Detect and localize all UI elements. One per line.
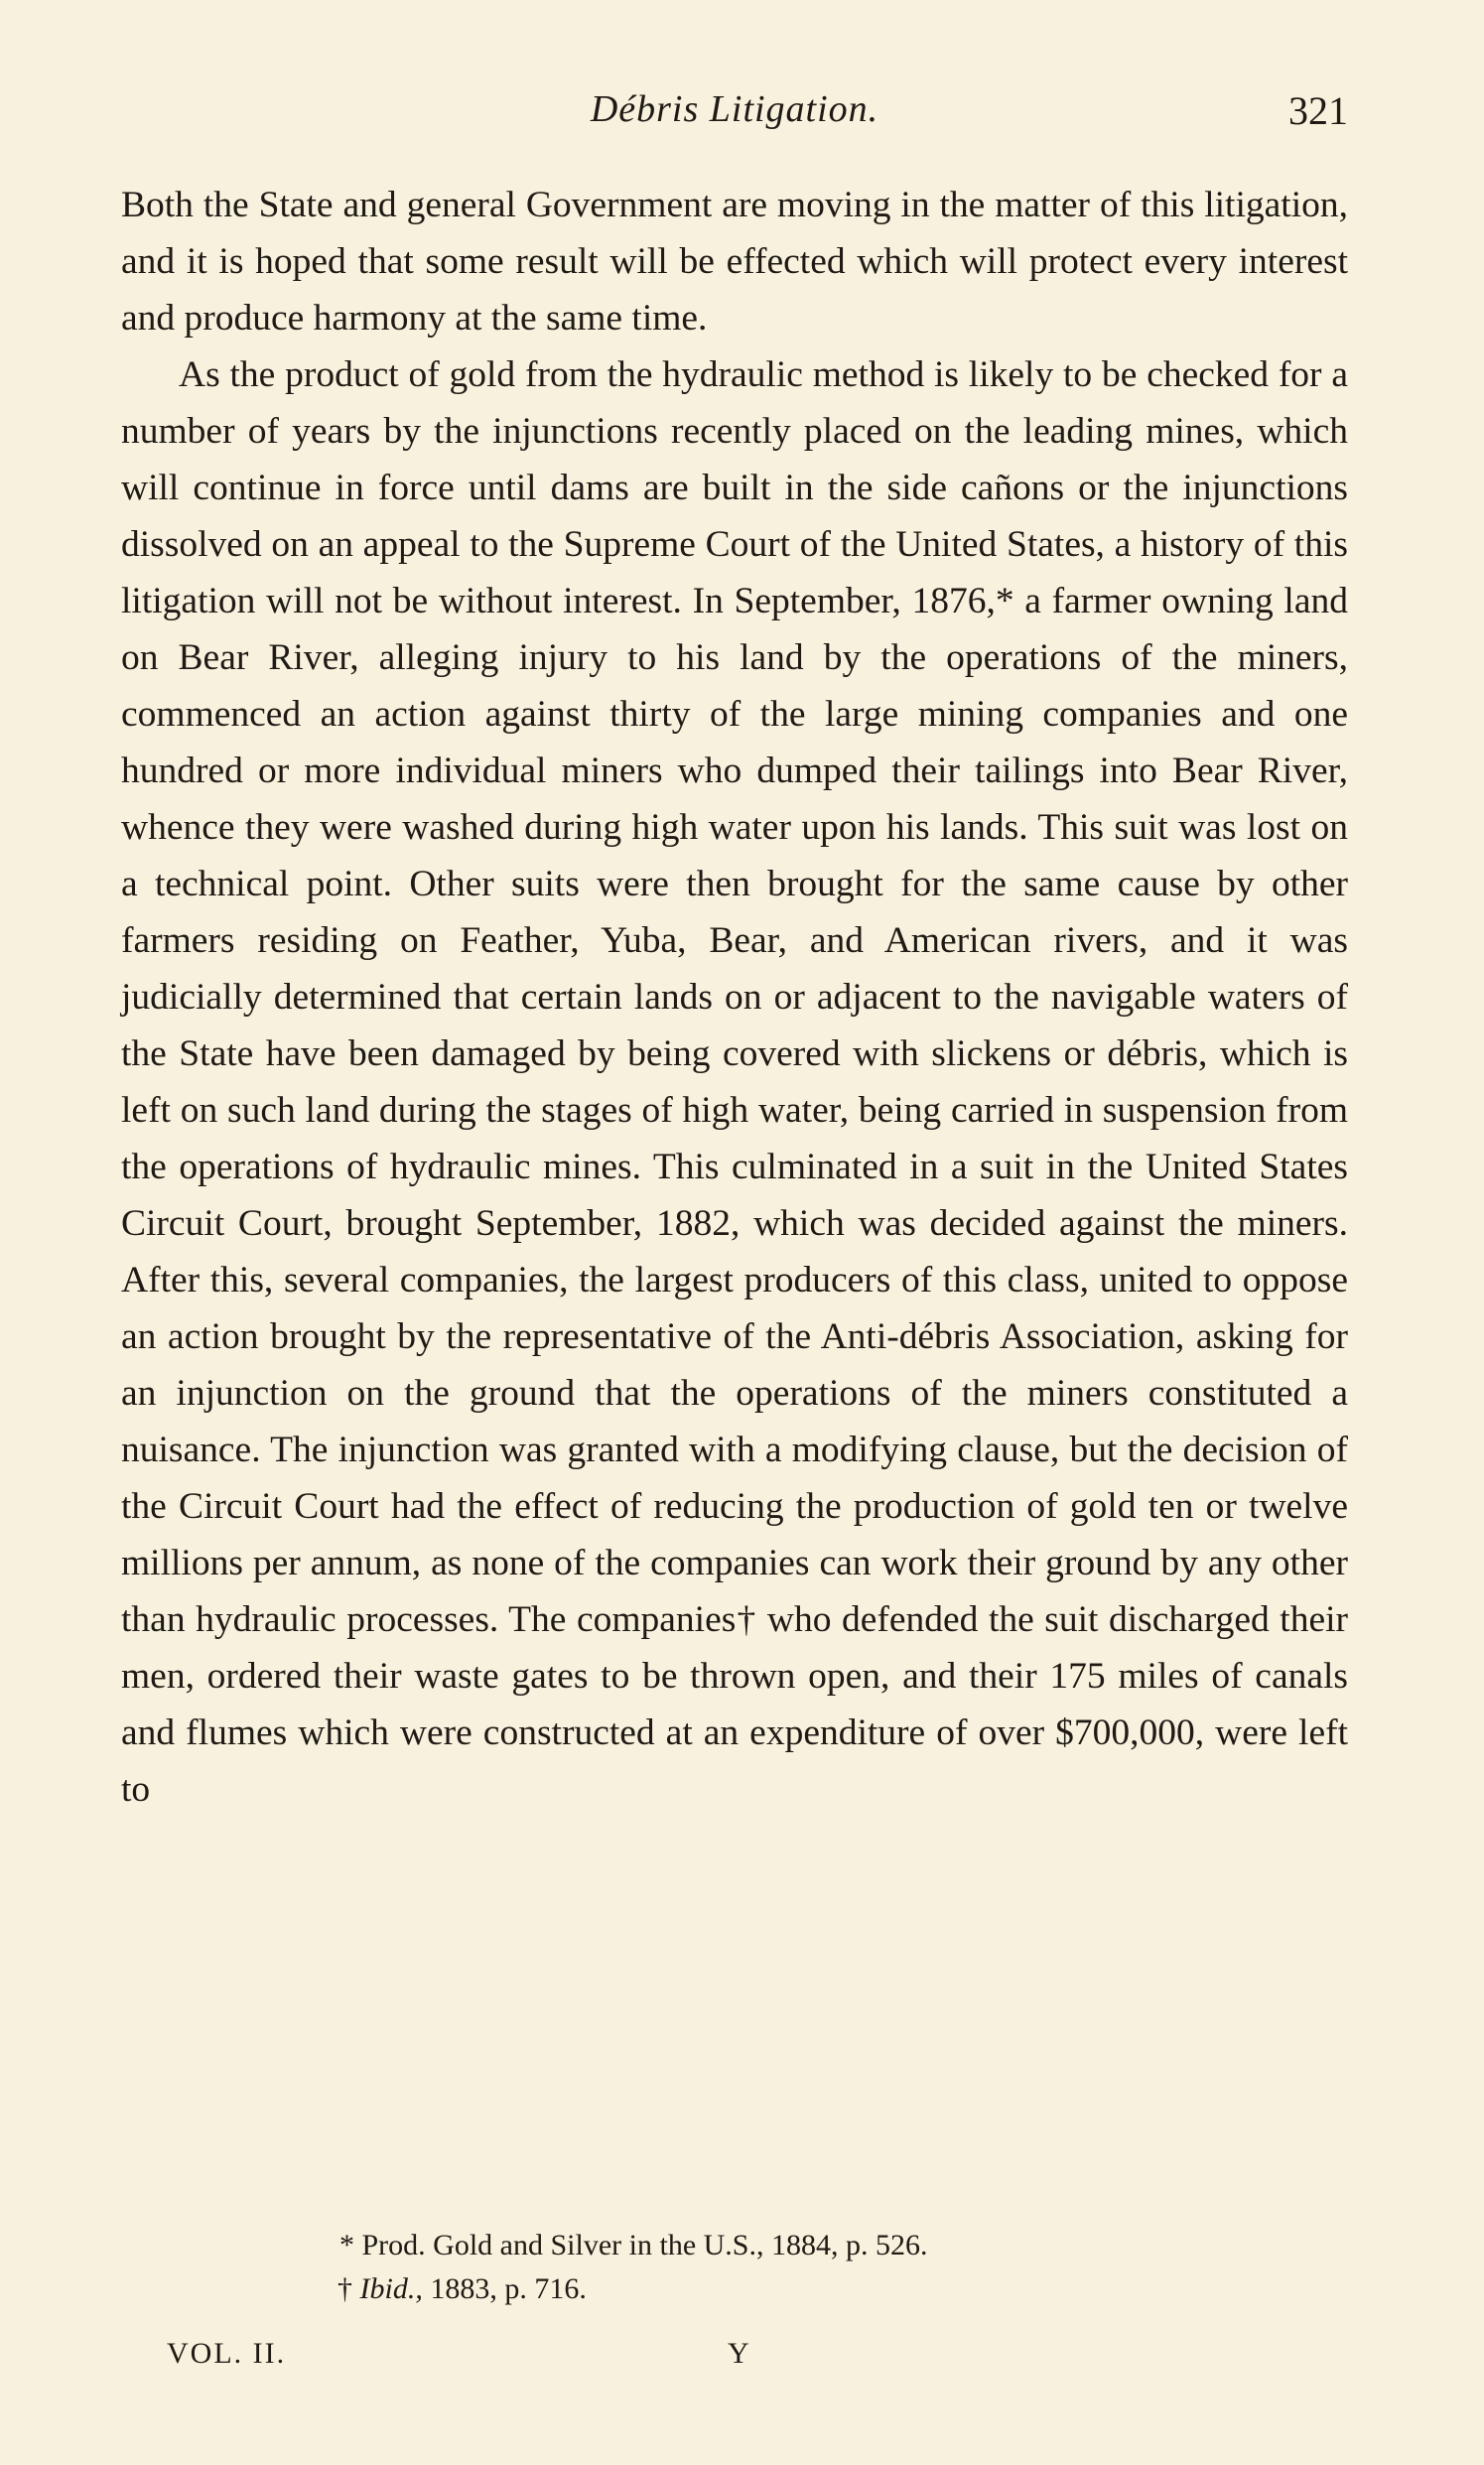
footnote-dagger: † <box>337 2272 352 2305</box>
page-number: 321 <box>1288 88 1348 133</box>
running-title: Débris Litigation. <box>590 88 879 130</box>
footnote-prod-gold: * Prod. Gold and Silver in the U.S., 1884, p. 526. <box>339 2229 928 2261</box>
footnotes <box>121 2224 1348 2311</box>
volume-mark: VOL. II. <box>167 2337 287 2370</box>
body-text <box>121 177 1348 1818</box>
footnote-ibid-word: Ibid., <box>359 2272 423 2305</box>
paragraph-intro: Both the State and general Government are moving in the matter of this litigation, and it is hoped that some result will be effected which will protect every interest and produce harmony at the same time. <box>121 185 1348 339</box>
signature-mark: Y <box>728 2337 749 2370</box>
running-head <box>121 87 1348 147</box>
paragraph-litigation-history: As the product of gold from the hydraulic method is likely to be checked for a number of years by the injunctions recently placed on the leading mines, which will continue in force until dams are built in the side cañons or the injunctions dissolved on an appeal to the Supreme Court of the United States, a history of this litigation will not be without interest. In September, 1876,* a farmer owning land on Bear River, alleging injury to his land by the operations of the miners, commenced an action against thirty of the large mining companies and one hundred or more individual miners who dumped their tailings into Bear River, whence they were washed during high water upon his lands. This suit was lost on a technical point. Other suits were then brought for the same cause by other farmers residing on Feather, Yuba, Bear, and American rivers, and it was judicially determined that certain lands on or adjacent to the navigable waters of the State have been damaged by being covered with slickens or débris, which is left on such land during the stages of high water, being carried in suspension from the operations of hydraulic mines. This culminated in a suit in the United States Circuit Court, brought September, 1882, which was decided against the miners. After this, several companies, the largest producers of this class, united to oppose an action brought by the representative of the Anti-débris Association, asking for an injunction on the ground that the operations of the miners constituted a nuisance. The injunction was granted with a modifying clause, but the decision of the Circuit Court had the effect of reducing the production of gold ten or twelve millions per annum, as none of the companies can work their ground by any other than hydraulic processes. The companies† who defended the suit discharged their men, ordered their waste gates to be thrown open, and their 175 miles of canals and flumes which were constructed at an expenditure of over $700,000, were left to <box>121 354 1348 1810</box>
footnote-ibid <box>121 2267 1348 2311</box>
footnote-ibid-citation: 1883, p. 716. <box>430 2272 587 2305</box>
